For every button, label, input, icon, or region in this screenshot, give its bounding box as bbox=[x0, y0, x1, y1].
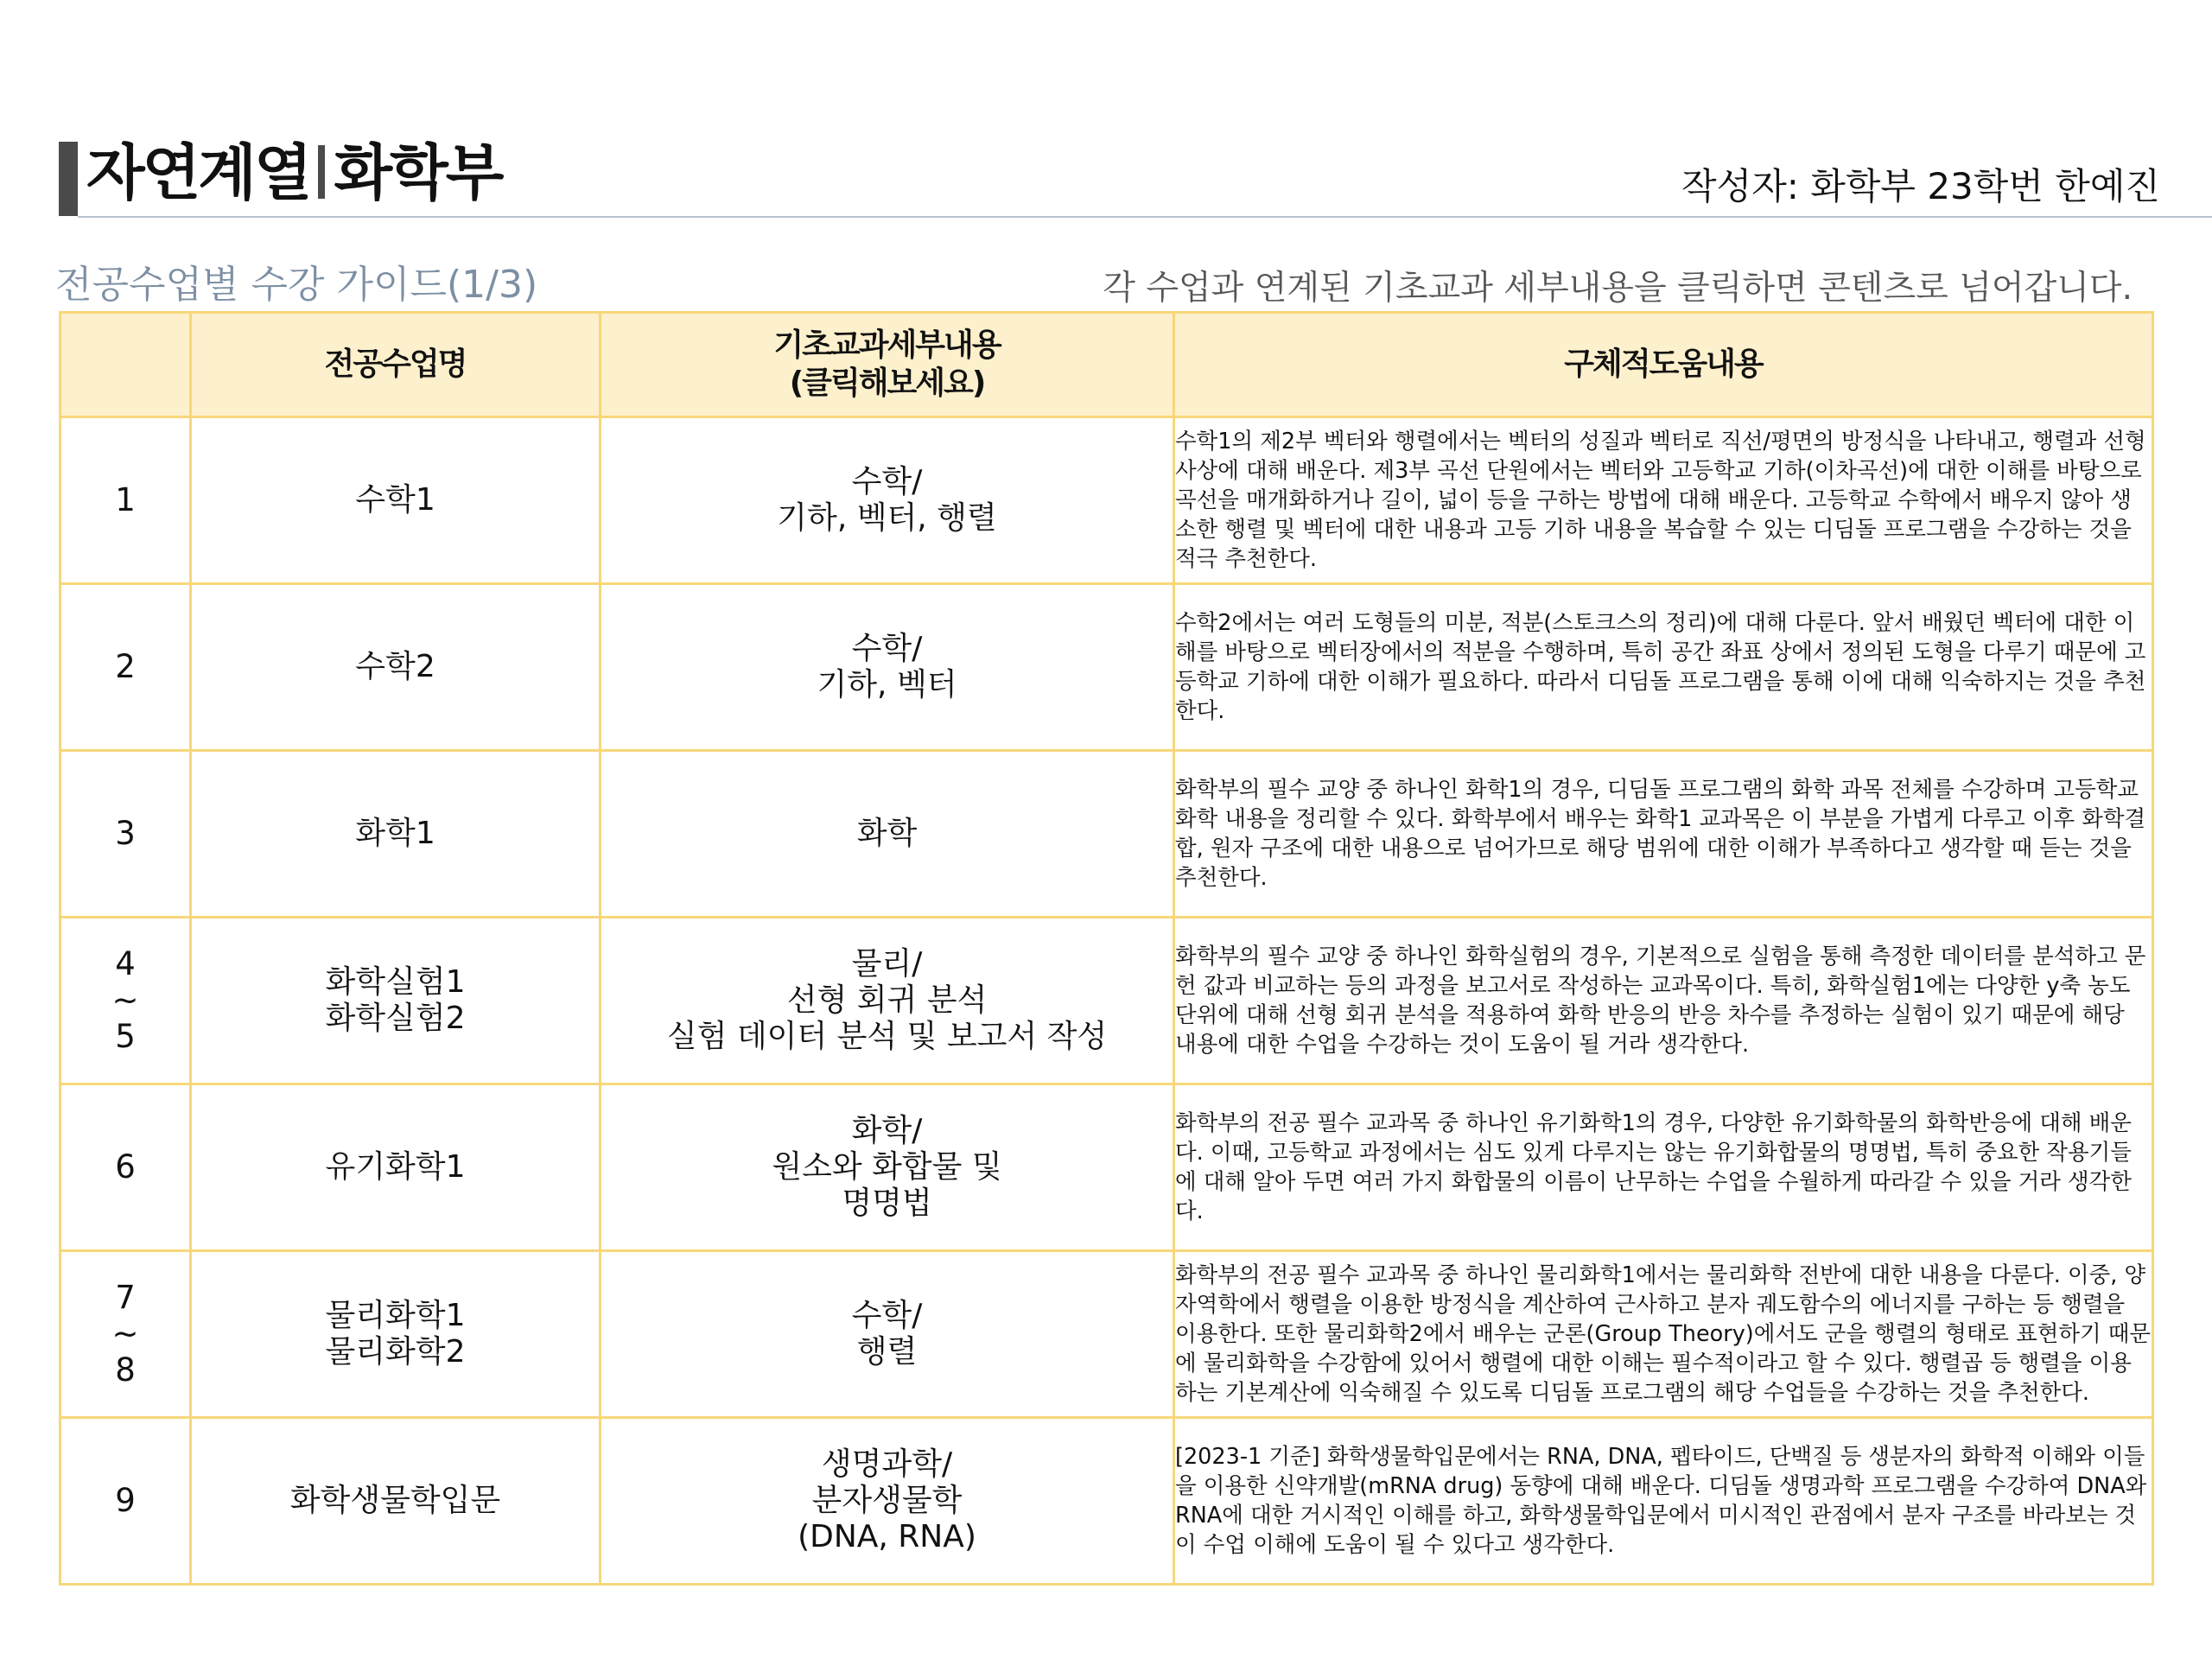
row-number: 1 bbox=[60, 417, 191, 584]
table-header-row bbox=[60, 313, 2153, 417]
title-separator bbox=[318, 145, 325, 199]
header-cell-course: 전공수업명 bbox=[191, 313, 601, 417]
basic-content-link[interactable]: 화학 bbox=[601, 751, 1174, 918]
header-divider bbox=[78, 216, 2212, 218]
title-accent-bar bbox=[59, 142, 78, 216]
basic-content-link[interactable]: 수학/ 기하, 벡터, 행렬 bbox=[601, 417, 1174, 584]
basic-content-link[interactable]: 수학/ 행렬 bbox=[601, 1251, 1174, 1418]
detail-text: 화학부의 전공 필수 교과목 중 하나인 유기화학1의 경우, 다양한 유기화학물의 화학반응에 대해 배운다. 이때, 고등학교 과정에서는 심도 있게 다루지는 않는 유기화합물의 명명법, 특히 중요한 작용기들에 대해 알아 두면 여러 가지 화합물의 이름이 난무하는 수업을 수월하게 따라갈 수 있을 거라 생각한다. bbox=[1174, 1084, 2153, 1251]
header-cell-detail: 구체적도움내용 bbox=[1174, 313, 2153, 417]
course-guide-table bbox=[59, 311, 2154, 1586]
detail-text: 화학부의 필수 교양 중 하나인 화학실험의 경우, 기본적으로 실험을 통해 측정한 데이터를 분석하고 문헌 값과 비교하는 등의 과정을 보고서로 작성하는 교과목이다. 특히, 화학실험1에는 다양한 y축 농도 단위에 대해 선형 회귀 분석을 적용하여 화학 반응의 반응 차수를 추정하는 실험이 있기 때문에 해당 내용에 대한 수업을 수강하는 것이 도움이 될 거라 생각한다. bbox=[1174, 918, 2153, 1084]
course-name: 화학생물학입문 bbox=[191, 1418, 601, 1585]
basic-content-link[interactable]: 수학/ 기하, 벡터 bbox=[601, 584, 1174, 751]
table-row bbox=[60, 751, 2153, 918]
course-name: 수학2 bbox=[191, 584, 601, 751]
basic-content-link[interactable]: 물리/ 선형 회귀 분석 실험 데이터 분석 및 보고서 작성 bbox=[601, 918, 1174, 1084]
basic-content-link[interactable]: 화학/ 원소와 화합물 및 명명법 bbox=[601, 1084, 1174, 1251]
detail-text: 화학부의 전공 필수 교과목 중 하나인 물리화학1에서는 물리화학 전반에 대한 내용을 다룬다. 이중, 양자역학에서 행렬을 이용한 방정식을 계산하여 근사하고 분자 궤도함수의 에너지를 구하는 등 행렬을 이용한다. 또한 물리화학2에서 배우는 군론(Group Theory)에서도 군을 행렬의 형태로 표현하기 때문에 물리화학을 수강함에 있어서 행렬에 대한 이해는 필수적이라고 할 수 있다. 행렬곱 등 행렬을 이용하는 기본계산에 익숙해질 수 있도록 디딤돌 프로그램의 해당 수업들을 수강하는 것을 추천한다. bbox=[1174, 1251, 2153, 1418]
title-department: 화학부 bbox=[334, 137, 502, 208]
course-name: 화학1 bbox=[191, 751, 601, 918]
header-cell-number bbox=[60, 313, 191, 417]
course-name: 수학1 bbox=[191, 417, 601, 584]
page-title bbox=[86, 130, 501, 216]
section-subtitle: 전공수업별 수강 가이드(1/3) bbox=[55, 263, 538, 307]
detail-text: 수학1의 제2부 벡터와 행렬에서는 벡터의 성질과 벡터로 직선/평면의 방정식을 나타내고, 행렬과 선형사상에 대해 배운다. 제3부 곡선 단원에서는 벡터와 고등학교 기하(이차곡선)에 대한 이해를 바탕으로 곡선을 매개화하거나 길이, 넓이 등을 구하는 방법에 대해 배운다. 고등학교 수학에서 배우지 않아 생소한 행렬 및 벡터에 대한 내용과 고등 기하 내용을 복습할 수 있는 디딤돌 프로그램을 수강하는 것을 적극 추천한다. bbox=[1174, 417, 2153, 584]
detail-text: 수학2에서는 여러 도형들의 미분, 적분(스토크스의 정리)에 대해 다룬다. 앞서 배웠던 벡터에 대한 이해를 바탕으로 벡터장에서의 적분을 수행하며, 특히 공간 좌표 상에서 정의된 도형을 다루기 때문에 고등학교 기하에 대한 이해가 필요하다. 따라서 디딤돌 프로그램을 통해 이에 대해 익숙하지는 것을 추천한다. bbox=[1174, 584, 2153, 751]
course-name: 물리화학1 물리화학2 bbox=[191, 1251, 601, 1418]
detail-text: 화학부의 필수 교양 중 하나인 화학1의 경우, 디딤돌 프로그램의 화학 과목 전체를 수강하며 고등학교 화학 내용을 정리할 수 있다. 화학부에서 배우는 화학1 교과목은 이 부분을 가볍게 다루고 이후 화학결합, 원자 구조에 대한 내용으로 넘어가므로 해당 범위에 대한 이해가 부족하다고 생각할 때 듣는 것을 추천한다. bbox=[1174, 751, 2153, 918]
row-number: 9 bbox=[60, 1418, 191, 1585]
basic-content-link[interactable]: 생명과학/ 분자생물학 (DNA, RNA) bbox=[601, 1418, 1174, 1585]
click-hint: 각 수업과 연계된 기초교과 세부내용을 클릭하면 콘텐츠로 넘어갑니다. bbox=[1103, 269, 2133, 308]
title-college: 자연계열 bbox=[86, 137, 310, 208]
course-name: 화학실험1 화학실험2 bbox=[191, 918, 601, 1084]
detail-text: [2023-1 기준] 화학생물학입문에서는 RNA, DNA, 펩타이드, 단백질 등 생분자의 화학적 이해와 이들을 이용한 신약개발(mRNA drug) 동향에 대해 배운다. 디딤돌 생명과학 프로그램을 수강하여 DNA와 RNA에 대한 거시적인 이해를 하고, 화학생물학입문에서 미시적인 관점에서 분자 구조를 바라보는 것이 수업 이해에 도움이 될 수 있다고 생각한다. bbox=[1174, 1418, 2153, 1585]
table-row bbox=[60, 417, 2153, 584]
row-number: 2 bbox=[60, 584, 191, 751]
table-row bbox=[60, 1084, 2153, 1251]
table-row bbox=[60, 1418, 2153, 1585]
table-row bbox=[60, 584, 2153, 751]
header-cell-basic-content: 기초교과세부내용 (클릭해보세요) bbox=[601, 313, 1174, 417]
table-row bbox=[60, 918, 2153, 1084]
table-row bbox=[60, 1251, 2153, 1418]
row-number: 4 ~ 5 bbox=[60, 918, 191, 1084]
course-name: 유기화학1 bbox=[191, 1084, 601, 1251]
author-label: 작성자: 화학부 23학번 한예진 bbox=[1681, 165, 2160, 207]
row-number: 7 ~ 8 bbox=[60, 1251, 191, 1418]
row-number: 6 bbox=[60, 1084, 191, 1251]
row-number: 3 bbox=[60, 751, 191, 918]
